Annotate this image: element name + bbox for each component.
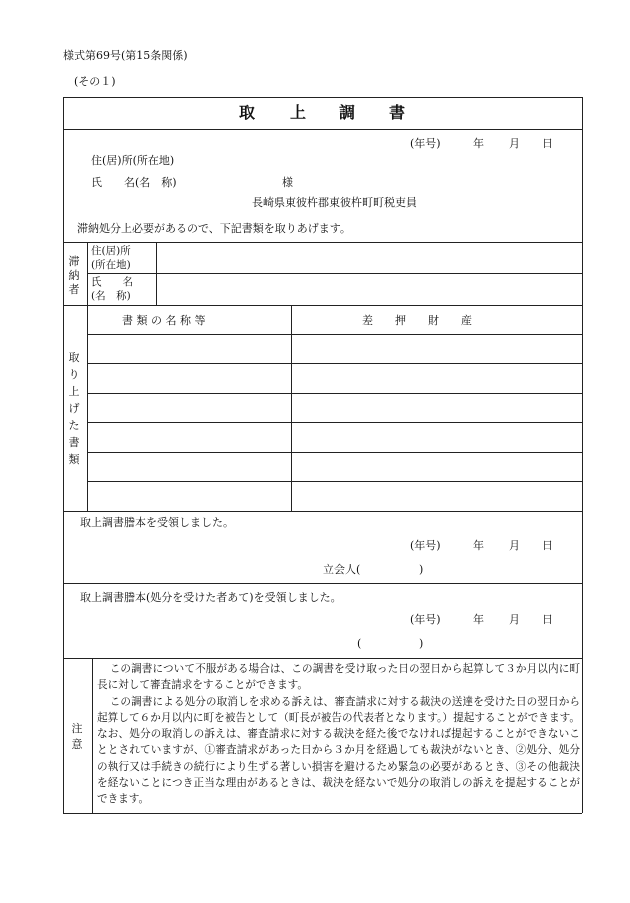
date-month: 月 <box>509 137 520 150</box>
notes-body <box>97 661 580 808</box>
statement: 滞納処分上必要があるので、下記書類を取りあげます。 <box>77 222 351 235</box>
name-label: 氏 名(名 称) <box>91 176 177 189</box>
date-month: 月 <box>509 613 520 626</box>
party-close-paren: ) <box>419 637 424 650</box>
title-char: 上 <box>290 103 307 122</box>
delinquent-side-label: 滞納者 <box>68 255 80 296</box>
date-day: 日 <box>542 613 553 626</box>
notes-paragraph: この調書による処分の取消しを求める訴えは、審査請求に対する裁決の送達を受けた日の翌日から起算して６か月以内に町を被告として（町長が被告の代表者となります。）提起することができます。なお、処分の取消しの訴えは、審査請求に対する裁決を経た後でなければ提起することができないこととされていますが、①審査請求があった日から３か月を経過しても裁決がないとき、②処分、処分の執行又は手続きの続行により生ずる著しい損害を避けるため緊急の必要があるとき、③その他裁決を経ないことにつき正当な理由があるときは、裁決を経ないで処分の取消しの訴えを提起することができます。 <box>97 695 580 806</box>
date-day: 日 <box>542 137 553 150</box>
address-label: 住(居)所(所在地) <box>91 154 175 167</box>
form-number: 様式第69号(第15条関係) <box>63 49 188 62</box>
date-day: 日 <box>542 539 553 552</box>
witness-close-paren: ) <box>419 563 424 576</box>
title-char: 調 <box>339 103 356 122</box>
date-era: (年号) <box>410 539 441 552</box>
notes-side-label: 注意 <box>71 722 83 751</box>
witness-label: 立会人( <box>323 563 361 576</box>
date-year: 年 <box>473 613 484 626</box>
receipt-party-text: 取上調書謄本(処分を受けた者あて)を受領しました。 <box>80 591 342 604</box>
delinquent-address-sublabel: (所在地) <box>91 259 131 271</box>
date-era: (年号) <box>410 613 441 626</box>
title-char: 書 <box>389 103 406 122</box>
issuer: 長崎県東彼杵郡東彼杵町町税吏員 <box>252 196 417 209</box>
delinquent-name-label: 氏 名 <box>91 276 133 288</box>
title-char: 取 <box>239 103 256 122</box>
col-header-seized-property: 差 押 財 産 <box>362 314 472 327</box>
documents-side-label: 取り上げた書類 <box>68 351 80 467</box>
col-header-documents: 書 類 の 名 称 等 <box>122 314 206 327</box>
delinquent-address-label: 住(居)所 <box>91 245 131 257</box>
date-month: 月 <box>509 539 520 552</box>
receipt-witness-text: 取上調書謄本を受領しました。 <box>80 516 234 529</box>
date-year: 年 <box>473 539 484 552</box>
date-era: (年号) <box>410 137 441 150</box>
form-sub-number: (その１) <box>74 75 116 88</box>
honorific: 様 <box>282 176 293 189</box>
party-open-paren: ( <box>357 637 362 650</box>
delinquent-name-sublabel: (名 称) <box>91 290 131 302</box>
notes-paragraph: この調書について不服がある場合は、この調書を受け取った日の翌日から起算して３か月以内に町長に対して審査請求をすることができます。 <box>97 663 580 692</box>
date-year: 年 <box>473 137 484 150</box>
